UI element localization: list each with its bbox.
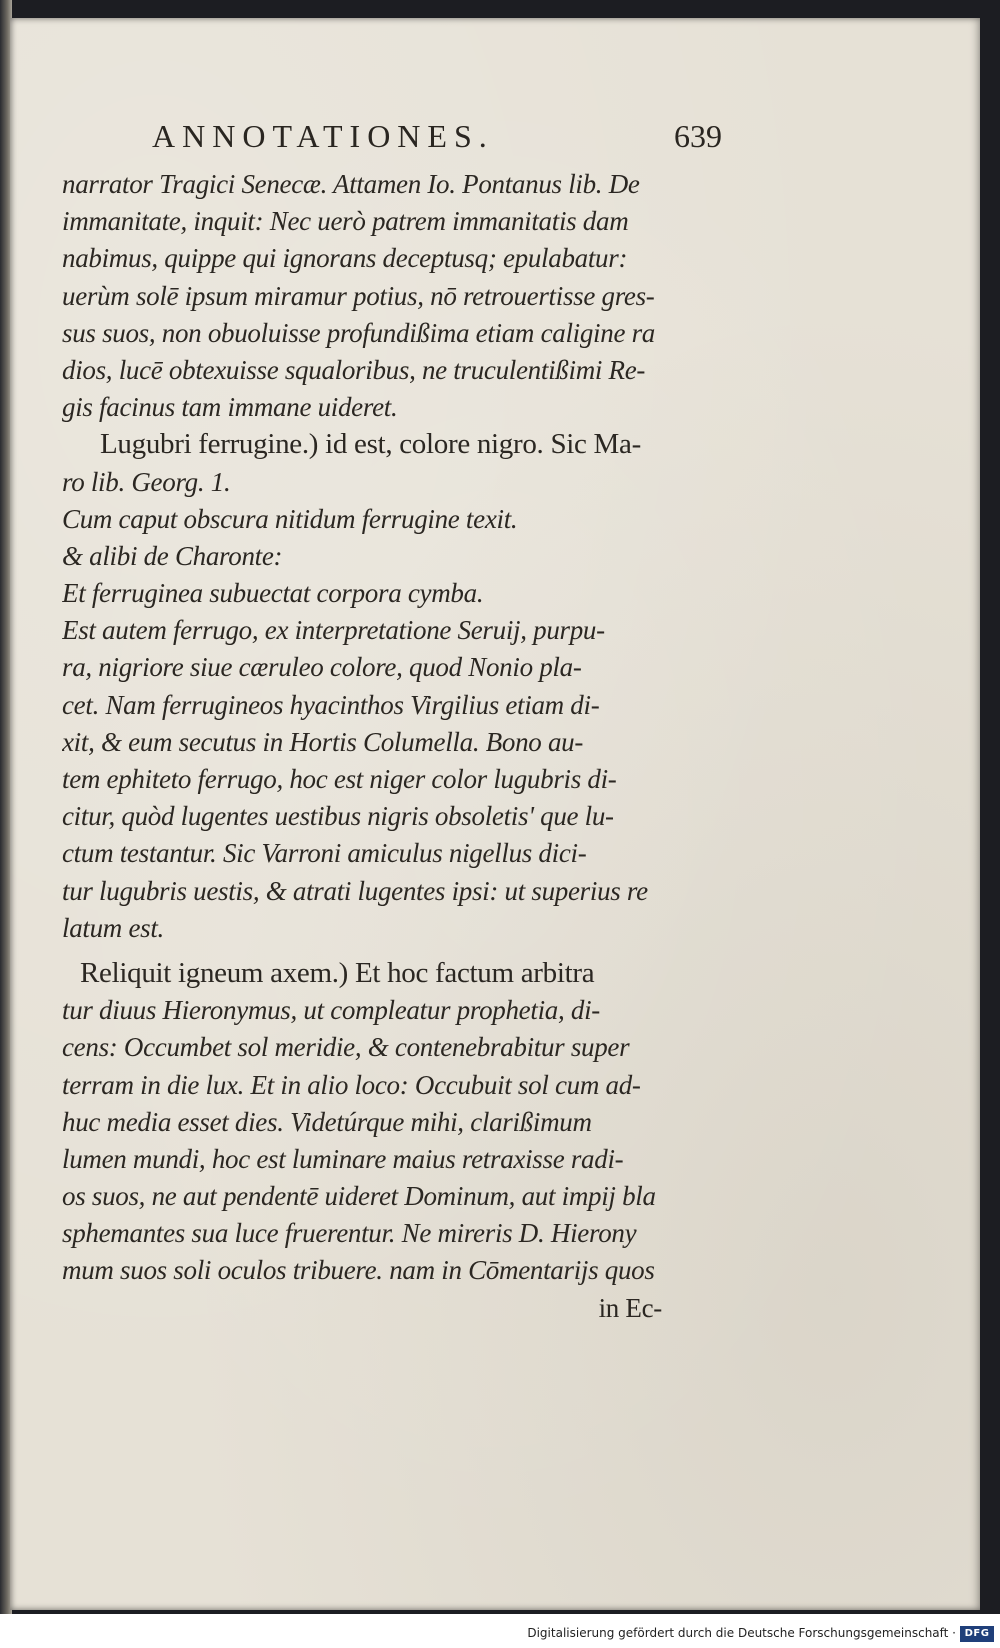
text-line: dios, lucē obtexuisse squaloribus, ne truculentißimi Re- — [62, 354, 646, 385]
text-line: tem ephiteto ferrugo, hoc est niger color lugubris di- — [62, 764, 617, 794]
quotation-line: Et ferruginea subuectat corpora cymba. — [62, 578, 484, 609]
text-line: sphemantes sua luce fruerentur. Ne mireris D. Hierony — [62, 1218, 637, 1249]
text-line: narrator Tragici Senecæ. Attamen Io. Pontanus lib. De — [62, 169, 640, 199]
text-line: uerùm solē ipsum miramur potius, nō retrouertisse gres- — [62, 280, 655, 311]
text-line: tur lugubris uestis, & atrati lugentes ipsi: ut superius re — [62, 875, 648, 906]
text-line: latum est. — [62, 912, 164, 943]
text-line: huc media esset dies. Videtúrque mihi, clarißimum — [62, 1106, 592, 1137]
footer-bar — [0, 1614, 1000, 1648]
lemma-line: Reliquit igneum axem.) Et hoc factum arbitra — [80, 956, 595, 989]
funding-note: Digitalisierung gefördert durch die Deutsche Forschungsgemeinschaft · — [527, 1626, 956, 1640]
text-line: cet. Nam ferrugineos hyacinthos Virgilius etiam di- — [62, 689, 600, 720]
page-number: 639 — [674, 118, 722, 154]
text-line: cens: Occumbet sol meridie, & contenebrabitur super — [62, 1032, 630, 1063]
text-line: sus suos, non obuoluisse profundißima etiam caligine ra — [62, 317, 656, 348]
text-line: mum suos soli oculos tribuere. nam in Cōmentarijs quos — [62, 1255, 655, 1286]
text-line: citur, quòd lugentes uestibus nigris obsoletis' que lu- — [62, 801, 614, 832]
text-line: ro lib. Georg. 1. — [62, 466, 231, 497]
text-line: tur diuus Hieronymus, ut compleatur prophetia, di- — [62, 995, 600, 1026]
text-line: os suos, ne aut pendentē uideret Dominum, aut impij bla — [62, 1181, 656, 1212]
running-head — [152, 118, 722, 162]
lemma-line: Lugubri ferrugine.) id est, colore nigro. Sic Ma- — [100, 428, 641, 461]
text-line: Est autem ferrugo, ex interpretatione Seruij, purpu- — [62, 615, 605, 646]
text-line: gis facinus tam immane uideret. — [62, 392, 398, 423]
running-title: ANNOTATIONES. — [152, 118, 494, 154]
catchword: in Ec- — [598, 1292, 662, 1323]
text-line: xit, & eum secutus in Hortis Columella. Bono au- — [62, 726, 584, 757]
text-line: terram in die lux. Et in alio loco: Occubuit sol cum ad- — [62, 1069, 641, 1100]
text-line: immanitate, inquit: Nec uerò patrem immanitatis dam — [62, 206, 629, 237]
text-line: lumen mundi, hoc est luminare maius retraxisse radi- — [62, 1143, 624, 1174]
text-line: ra, nigriore siue cæruleo colore, quod Nonio pla- — [62, 652, 582, 683]
main-text — [62, 166, 722, 1327]
text-line: nabimus, quippe qui ignorans deceptusq; epulabatur: — [62, 243, 628, 274]
quotation-line: Cum caput obscura nitidum ferrugine texit. — [62, 503, 518, 534]
dfg-logo-icon: DFG — [960, 1626, 994, 1642]
text-line: & alibi de Charonte: — [62, 540, 283, 571]
text-line: ctum testantur. Sic Varroni amiculus nigellus dici- — [62, 838, 587, 869]
